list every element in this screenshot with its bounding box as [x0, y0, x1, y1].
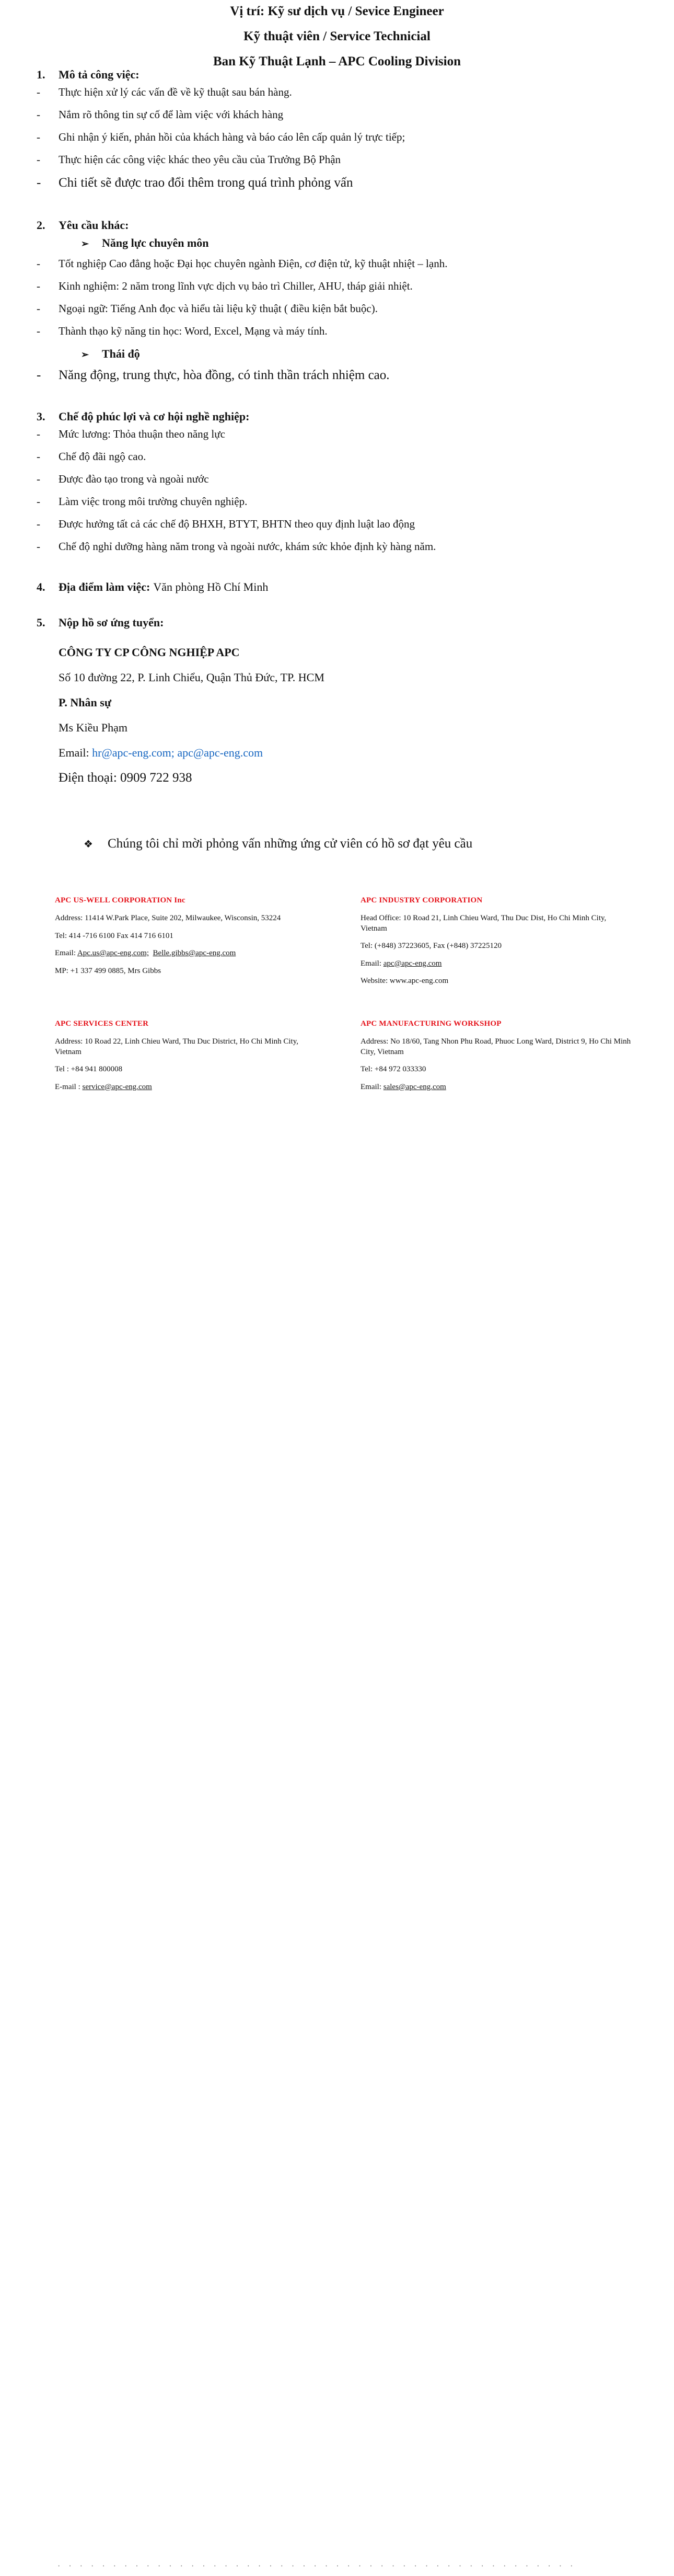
section-number: 3. [37, 410, 45, 423]
office-address: Address: 11414 W.Park Place, Suite 202, Milwaukee, Wisconsin, 53224 [55, 914, 281, 922]
list-item: - Nắm rõ thông tin sự cố để làm việc với khách hàng [37, 108, 284, 121]
contact-email-row: Email: hr@apc-eng.com; apc@apc-eng.com [59, 746, 263, 759]
office-title: APC INDUSTRY CORPORATION [361, 896, 483, 905]
office-email: E-mail : service@apc-eng.com [55, 1082, 152, 1091]
section-heading [37, 219, 643, 236]
section-title: Yêu cầu khác: [59, 219, 129, 232]
list-item: - Mức lương: Thỏa thuận theo năng lực [37, 428, 225, 440]
department: P. Nhân sự [59, 696, 112, 709]
email-link[interactable]: apc@apc-eng.com [383, 959, 442, 968]
office-title: APC MANUFACTURING WORKSHOP [361, 1020, 502, 1028]
arrow-bullet-icon: ➢ [81, 238, 89, 249]
work-location-value: Văn phòng Hồ Chí Minh [153, 580, 269, 593]
office-tel: Tel : +84 941 800008 [55, 1065, 123, 1073]
office-workshop [361, 1020, 632, 1100]
office-email: Email: Apc.us@apc-eng.com; Belle.gibbs@apc-eng.com [55, 949, 236, 957]
list-item: - Thành thạo kỹ năng tin học: Word, Excel, Mạng và máy tính. [37, 325, 328, 337]
office-industry [361, 896, 632, 994]
office-address: Address: No 18/60, Tang Nhon Phu Road, Phuoc Long Ward, District 9, Ho Chi Minh City, Vietnam [361, 1037, 631, 1056]
job-position-title: Vị trí: Kỹ sư dịch vụ / Sevice Engineer [230, 4, 444, 18]
section-job-description [37, 68, 643, 198]
page-footer-residue: · · · · · · · · · · · · · · · · · · · · · · · · · · · · · · · · · · · · · · · · · · · · · · · [57, 2562, 576, 2571]
office-address: Head Office: 10 Road 21, Linh Chieu Ward, Thu Duc Dist, Ho Chi Minh City, Vietnam [361, 914, 607, 933]
section-title: Nộp hồ sơ ứng tuyển: [59, 616, 164, 629]
list-item: - Ghi nhận ý kiến, phản hồi của khách hàng và báo cáo lên cấp quản lý trực tiếp; [37, 131, 405, 143]
list-item: - Làm việc trong môi trường chuyên nghiệp. [37, 495, 248, 508]
email-link[interactable]: Belle.gibbs@apc-eng.com [153, 949, 236, 957]
section-application [37, 616, 643, 791]
contact-phone: Điện thoại: 0909 722 938 [59, 771, 192, 785]
section-requirements [37, 219, 643, 391]
job-subtitle: Kỹ thuật viên / Service Technicial [243, 29, 431, 43]
list-item: - Chi tiết sẽ được trao đổi thêm trong quá trình phỏng vấn [37, 176, 353, 190]
section-number: 1. [37, 68, 45, 81]
section-number: 2. [37, 219, 45, 232]
list-item: - Chế độ đãi ngộ cao. [37, 450, 146, 463]
section-number: 4. [37, 580, 45, 593]
list-item: - Thực hiện các công việc khác theo yêu cầu của Trưởng Bộ Phận [37, 153, 341, 166]
arrow-bullet-icon: ➢ [81, 349, 89, 360]
office-title: APC SERVICES CENTER [55, 1020, 149, 1028]
section-heading [37, 68, 643, 86]
office-website: Website: www.apc-eng.com [361, 977, 449, 985]
list-item: - Kinh nghiệm: 2 năm trong lĩnh vực dịch vụ bảo trì Chiller, AHU, tháp giải nhiệt. [37, 280, 413, 292]
section-benefits [37, 410, 643, 563]
section-title: Chế độ phúc lợi và cơ hội nghề nghiệp: [59, 410, 250, 423]
list-item: - Năng động, trung thực, hòa đồng, có tinh thần trách nhiệm cao. [37, 368, 390, 382]
office-tel: Tel: 414 -716 6100 Fax 414 716 6101 [55, 931, 173, 940]
email-link[interactable]: service@apc-eng.com [82, 1082, 152, 1091]
division-title: Ban Kỹ Thuật Lạnh – APC Cooling Division [213, 54, 461, 68]
email-link[interactable]: sales@apc-eng.com [383, 1082, 446, 1091]
diamond-bullet-icon: ❖ [84, 838, 93, 850]
subheading-attitude: ➢ Thái độ [81, 347, 140, 360]
section-heading [37, 580, 643, 598]
list-item: - Được hưởng tất cả các chế độ BHXH, BTYT, BHTN theo quy định luật lao động [37, 518, 415, 530]
email-link[interactable]: hr@apc-eng.com; apc@apc-eng.com [92, 746, 263, 759]
list-item: - Được đào tạo trong và ngoài nước [37, 473, 209, 485]
section-heading [37, 410, 643, 428]
email-link[interactable]: Apc.us@apc-eng.com; [77, 949, 149, 957]
interview-note: ❖ Chúng tôi chỉ mời phỏng vấn những ứng cử viên có hồ sơ đạt yêu cầu [84, 837, 473, 851]
list-item: - Tốt nghiệp Cao đẳng hoặc Đại học chuyên ngành Điện, cơ điện tử, kỹ thuật nhiệt – lạnh. [37, 257, 448, 270]
list-item: - Chế độ nghỉ dưỡng hàng năm trong và ngoài nước, khám sức khỏe định kỳ hàng năm. [37, 540, 436, 553]
office-email: Email: sales@apc-eng.com [361, 1082, 446, 1091]
company-name: CÔNG TY CP CÔNG NGHIỆP APC [59, 646, 240, 659]
section-work-location [37, 580, 643, 598]
office-tel: Tel: +84 972 033330 [361, 1065, 426, 1073]
office-email: Email: apc@apc-eng.com [361, 959, 442, 968]
list-item: - Ngoại ngữ: Tiếng Anh đọc và hiểu tài liệu kỹ thuật ( điều kiện bắt buộc). [37, 302, 378, 315]
section-heading [37, 616, 643, 634]
office-address: Address: 10 Road 22, Linh Chieu Ward, Thu Duc District, Ho Chi Minh City, Vietnam [55, 1037, 298, 1056]
section-number: 5. [37, 616, 45, 629]
list-item: - Thực hiện xử lý các vấn đề về kỹ thuật sau bán hàng. [37, 86, 292, 98]
subheading-professional-skills: ➢ Năng lực chuyên môn [81, 236, 209, 249]
office-us-well [55, 896, 327, 983]
office-services [55, 1020, 327, 1100]
office-title: APC US-WELL CORPORATION Inc [55, 896, 185, 905]
company-address: Số 10 đường 22, P. Linh Chiểu, Quận Thủ Đức, TP. HCM [59, 671, 324, 684]
section-title: Mô tả công việc: [59, 68, 140, 81]
section-title: Địa điểm làm việc: [59, 580, 150, 593]
contact-person: Ms Kiều Phạm [59, 721, 127, 734]
office-tel: Tel: (+848) 37223605, Fax (+848) 37225120 [361, 942, 502, 950]
office-mobile: MP: +1 337 499 0885, Mrs Gibbs [55, 966, 161, 975]
